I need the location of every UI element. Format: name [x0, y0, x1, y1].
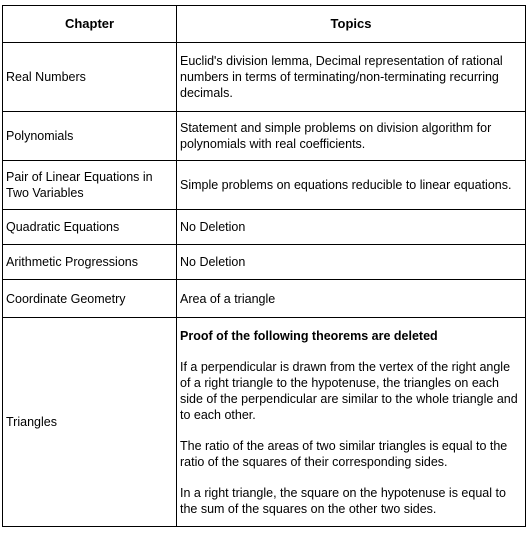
- topics-cell: No Deletion: [177, 245, 526, 280]
- topics-cell: Euclid's division lemma, Decimal representation of rational numbers in terms of terminating/non-terminating recurring decimals.: [177, 43, 526, 112]
- table-row: [3, 210, 526, 245]
- table-row: [3, 318, 526, 527]
- topics-cell: Simple problems on equations reducible to linear equations.: [177, 161, 526, 210]
- chapter-cell: Coordinate Geometry: [3, 280, 177, 318]
- deleted-topics-table: [2, 5, 526, 527]
- table-row: [3, 161, 526, 210]
- topics-cell: No Deletion: [177, 210, 526, 245]
- topics-cell: [177, 318, 526, 527]
- header-topics: Topics: [177, 6, 526, 43]
- theorem-item: In a right triangle, the square on the hypotenuse is equal to the sum of the squares on the other two sides.: [180, 485, 506, 516]
- theorem-item: The ratio of the areas of two similar triangles is equal to the ratio of the squares of their corresponding sides.: [180, 438, 508, 469]
- table-header-row: [3, 6, 526, 43]
- table-row: [3, 43, 526, 112]
- topics-cell: Statement and simple problems on division algorithm for polynomials with real coefficients.: [177, 112, 526, 161]
- chapter-cell: Pair of Linear Equations in Two Variables: [3, 161, 177, 210]
- theorem-item: If a perpendicular is drawn from the vertex of the right angle of a right triangle to the hypotenuse, the triangles on each side of the perpendicular are similar to the whole triangle and to each other.: [180, 359, 518, 422]
- table-row: [3, 280, 526, 318]
- chapter-cell: Real Numbers: [3, 43, 177, 112]
- chapter-cell: Arithmetic Progressions: [3, 245, 177, 280]
- chapter-cell: Quadratic Equations: [3, 210, 177, 245]
- topics-cell: Area of a triangle: [177, 280, 526, 318]
- chapter-cell: Polynomials: [3, 112, 177, 161]
- table-row: [3, 112, 526, 161]
- table-row: [3, 245, 526, 280]
- deleted-proofs-heading: Proof of the following theorems are deleted: [180, 328, 438, 343]
- chapter-cell: Triangles: [3, 318, 177, 527]
- header-chapter: Chapter: [3, 6, 177, 43]
